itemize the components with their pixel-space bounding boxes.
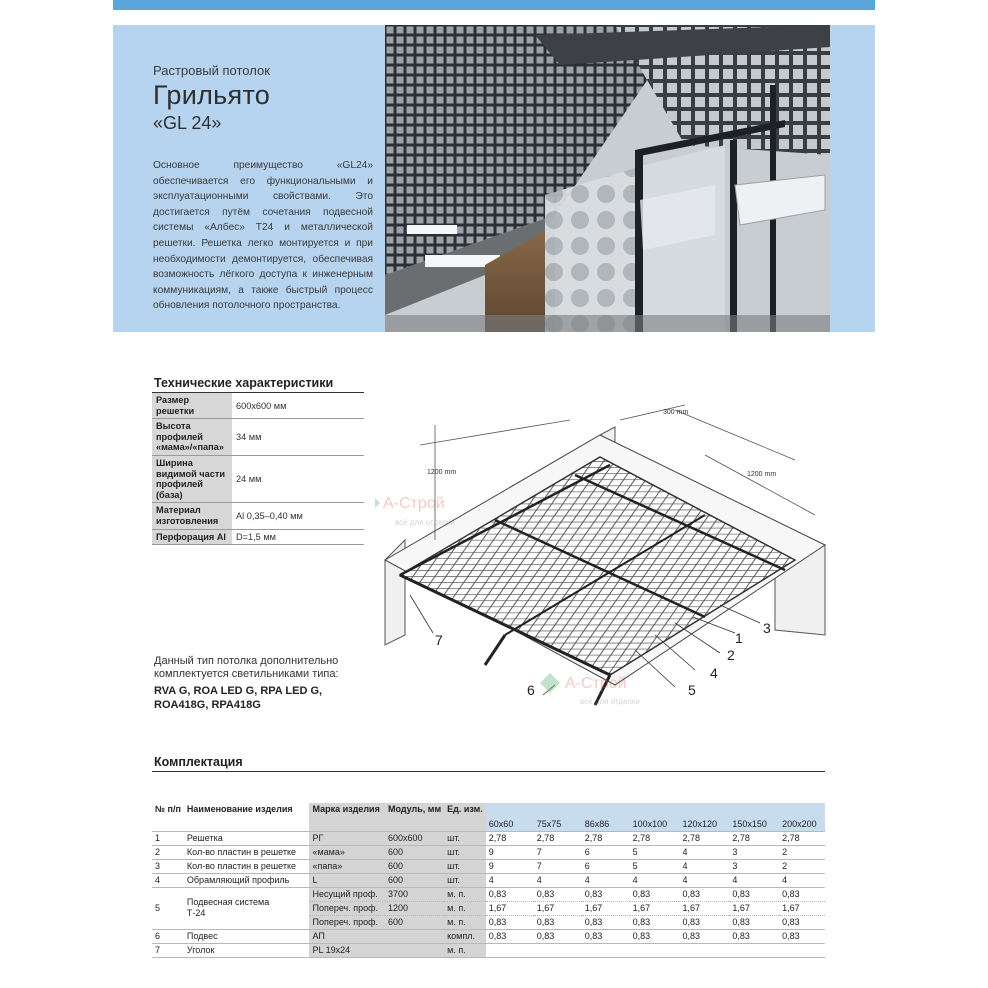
row-name-line: Подвесная система bbox=[186, 897, 270, 907]
row-unit: м. п. bbox=[444, 901, 486, 915]
row-value: 6 bbox=[582, 859, 630, 873]
callout-2: 2 bbox=[727, 647, 735, 663]
row-unit: м. п. bbox=[444, 943, 486, 957]
header-name: Наименование изделия bbox=[186, 804, 293, 814]
row-value: 2,78 bbox=[729, 831, 779, 845]
table-row bbox=[152, 845, 825, 859]
table-row bbox=[152, 831, 825, 845]
row-name bbox=[184, 887, 310, 929]
row-module: 600 bbox=[385, 859, 444, 873]
table-row bbox=[152, 943, 825, 957]
spec-key: Перфорация Al bbox=[152, 529, 232, 545]
ceiling-diagram bbox=[375, 395, 835, 715]
row-value: 0,83 bbox=[534, 915, 582, 929]
header-num: № п/п bbox=[155, 804, 181, 814]
header-row bbox=[152, 803, 825, 817]
row-module: 1200 bbox=[385, 901, 444, 915]
hero-subtitle: Растровый потолок bbox=[153, 63, 270, 78]
row-value: 0,83 bbox=[582, 887, 630, 901]
callout-5: 5 bbox=[688, 682, 696, 698]
row-value: 6 bbox=[582, 845, 630, 859]
spec-value: Al 0,35–0,40 мм bbox=[232, 503, 364, 529]
table-row bbox=[152, 873, 825, 887]
row-value: 1,67 bbox=[779, 901, 825, 915]
hero-description: Основное преимущество «GL24» обеспечивается его функциональными и эксплуатационными свойствами. Это достигается путём сочетания подвесной системы «Албес» Т24 и металлической решетки. Решетка легко монтируется и при необходимости демонтируется, обеспечивая возможность лёгкого доступа к инженерным коммуникациям, а также быстрый процесс обновления потолочного пространства. bbox=[153, 160, 373, 312]
spec-value: 600х600 мм bbox=[232, 393, 364, 419]
spec-value: 24 мм bbox=[232, 455, 364, 502]
row-value: 0,83 bbox=[630, 887, 680, 901]
row-value: 7 bbox=[534, 845, 582, 859]
spec-value: 34 мм bbox=[232, 419, 364, 456]
row-value: 0,83 bbox=[729, 887, 779, 901]
row-name-line: Т-24 bbox=[186, 908, 206, 918]
row-unit: шт. bbox=[444, 873, 486, 887]
row-name: Уголок bbox=[184, 943, 310, 957]
row-mark: «папа» bbox=[309, 859, 385, 873]
table-row bbox=[152, 859, 825, 873]
row-value: 5 bbox=[630, 845, 680, 859]
spec-row bbox=[152, 393, 364, 419]
dim-right: 1200 mm bbox=[747, 471, 777, 478]
row-mark: Несущий проф. bbox=[309, 887, 385, 901]
row-value bbox=[534, 943, 582, 957]
row-unit: компл. bbox=[444, 929, 486, 943]
row-value: 0,83 bbox=[779, 929, 825, 943]
dim-left: 1200 mm bbox=[427, 469, 457, 476]
row-value: 2,78 bbox=[582, 831, 630, 845]
specs-table bbox=[152, 393, 364, 545]
spec-key: Высота профилей «мама»/«папа» bbox=[152, 419, 232, 456]
row-module bbox=[385, 943, 444, 957]
callout-1: 1 bbox=[735, 630, 743, 646]
callout-3: 3 bbox=[763, 620, 771, 636]
row-module: 600х600 bbox=[385, 831, 444, 845]
row-mark: Попереч. проф. bbox=[309, 915, 385, 929]
row-value: 4 bbox=[729, 873, 779, 887]
lamps-models bbox=[154, 684, 384, 712]
watermark-logo bbox=[540, 673, 640, 706]
hero-right-strip bbox=[830, 25, 875, 332]
row-value: 1,67 bbox=[582, 901, 630, 915]
row-value: 0,83 bbox=[486, 915, 534, 929]
row-num: 5 bbox=[152, 887, 184, 929]
row-value: 2,78 bbox=[534, 831, 582, 845]
row-value: 5 bbox=[630, 859, 680, 873]
spec-row bbox=[152, 455, 364, 502]
row-mark: PL 19х24 bbox=[309, 943, 385, 957]
header-sizes-band bbox=[486, 803, 825, 817]
komplekt-title: Комплектация bbox=[154, 755, 243, 769]
spec-row bbox=[152, 419, 364, 456]
komplekt-table bbox=[152, 803, 825, 958]
row-name: Кол-во пластин в решетке bbox=[184, 859, 310, 873]
row-value: 0,83 bbox=[729, 929, 779, 943]
ceiling-photo bbox=[385, 25, 830, 332]
top-stripe bbox=[113, 0, 875, 10]
lamps-models-line: RVA G, ROA LED G, RPA LED G, bbox=[154, 685, 323, 697]
row-value bbox=[779, 943, 825, 957]
row-name: Решетка bbox=[184, 831, 310, 845]
lamps-models-line: ROA418G, RPA418G bbox=[154, 699, 261, 711]
spec-row bbox=[152, 529, 364, 545]
row-value: 9 bbox=[486, 845, 534, 859]
size-cell: 100х100 bbox=[630, 817, 680, 831]
row-mark: АП bbox=[309, 929, 385, 943]
spec-key: Ширина видимой части профилей (база) bbox=[152, 455, 232, 502]
row-module bbox=[385, 929, 444, 943]
row-value: 9 bbox=[486, 859, 534, 873]
watermark-logo bbox=[375, 493, 455, 527]
row-value: 0,83 bbox=[630, 915, 680, 929]
row-num: 3 bbox=[152, 859, 184, 873]
row-value: 1,67 bbox=[486, 901, 534, 915]
svg-text:А-Строй: А-Строй bbox=[565, 675, 627, 692]
row-value bbox=[729, 943, 779, 957]
sizes-row bbox=[152, 817, 825, 831]
hero-heading bbox=[153, 63, 383, 134]
row-value bbox=[679, 943, 729, 957]
row-value bbox=[486, 943, 534, 957]
row-value: 1,67 bbox=[729, 901, 779, 915]
row-value: 2,78 bbox=[779, 831, 825, 845]
dim-top: 300 mm bbox=[663, 409, 689, 416]
svg-text:всё для отделки: всё для отделки bbox=[580, 697, 640, 706]
row-num: 4 bbox=[152, 873, 184, 887]
row-unit: шт. bbox=[444, 845, 486, 859]
row-value bbox=[630, 943, 680, 957]
row-value: 0,83 bbox=[534, 929, 582, 943]
row-value: 2,78 bbox=[679, 831, 729, 845]
spec-row bbox=[152, 503, 364, 529]
size-cell: 200х200 bbox=[779, 817, 825, 831]
row-value: 4 bbox=[679, 845, 729, 859]
row-value: 4 bbox=[534, 873, 582, 887]
row-value: 1,67 bbox=[534, 901, 582, 915]
callout-7: 7 bbox=[435, 632, 443, 648]
row-value bbox=[582, 943, 630, 957]
row-value: 4 bbox=[486, 873, 534, 887]
row-value: 4 bbox=[679, 859, 729, 873]
svg-text:А-Строй: А-Строй bbox=[383, 495, 445, 512]
row-num: 1 bbox=[152, 831, 184, 845]
row-num: 6 bbox=[152, 929, 184, 943]
row-mark: Попереч. проф. bbox=[309, 901, 385, 915]
header-mark: Марка изделия bbox=[309, 803, 385, 817]
table-row bbox=[152, 887, 825, 901]
size-cell: 150х150 bbox=[729, 817, 779, 831]
row-value: 7 bbox=[534, 859, 582, 873]
row-value: 0,83 bbox=[486, 887, 534, 901]
row-value: 2 bbox=[779, 859, 825, 873]
hero-code: «GL 24» bbox=[153, 113, 222, 133]
row-value: 2,78 bbox=[630, 831, 680, 845]
row-unit: м. п. bbox=[444, 887, 486, 901]
row-name: Подвес bbox=[184, 929, 310, 943]
row-module: 600 bbox=[385, 873, 444, 887]
header-module: Модуль, мм bbox=[385, 803, 444, 817]
row-unit: шт. bbox=[444, 831, 486, 845]
row-name: Кол-во пластин в решетке bbox=[184, 845, 310, 859]
row-module: 600 bbox=[385, 915, 444, 929]
table-row bbox=[152, 929, 825, 943]
row-unit: шт. bbox=[444, 859, 486, 873]
row-unit: м. п. bbox=[444, 915, 486, 929]
row-module: 3700 bbox=[385, 887, 444, 901]
row-value: 3 bbox=[729, 845, 779, 859]
svg-text:всё для отделки: всё для отделки bbox=[395, 518, 455, 527]
row-value: 4 bbox=[630, 873, 680, 887]
row-num: 2 bbox=[152, 845, 184, 859]
row-value: 1,67 bbox=[679, 901, 729, 915]
spec-key: Размер решетки bbox=[152, 393, 232, 419]
hero-title: Грильято bbox=[153, 80, 271, 110]
spec-value: D=1,5 мм bbox=[232, 529, 364, 545]
row-value: 0,83 bbox=[582, 929, 630, 943]
row-value: 0,83 bbox=[534, 887, 582, 901]
row-value: 3 bbox=[729, 859, 779, 873]
header-unit: Ед. изм. bbox=[444, 803, 486, 817]
row-mark: «мама» bbox=[309, 845, 385, 859]
row-value: 0,83 bbox=[779, 915, 825, 929]
row-module: 600 bbox=[385, 845, 444, 859]
row-mark: L bbox=[309, 873, 385, 887]
row-value: 0,83 bbox=[630, 929, 680, 943]
lamps-description: Данный тип потолка дополнительно комплектуется светильниками типа: bbox=[154, 655, 339, 680]
row-value: 0,83 bbox=[679, 929, 729, 943]
row-value: 2,78 bbox=[486, 831, 534, 845]
specs-title: Технические характеристики bbox=[154, 376, 334, 390]
row-value: 0,83 bbox=[486, 929, 534, 943]
spec-key: Материал изготовления bbox=[152, 503, 232, 529]
callout-6: 6 bbox=[527, 682, 535, 698]
row-value: 0,83 bbox=[582, 915, 630, 929]
size-cell: 86х86 bbox=[582, 817, 630, 831]
row-value: 1,67 bbox=[630, 901, 680, 915]
row-value: 0,83 bbox=[679, 887, 729, 901]
callout-4: 4 bbox=[710, 665, 718, 681]
row-value: 0,83 bbox=[679, 915, 729, 929]
size-cell: 120х120 bbox=[679, 817, 729, 831]
komplekt-rule bbox=[152, 771, 825, 772]
row-value: 4 bbox=[679, 873, 729, 887]
size-cell: 75х75 bbox=[534, 817, 582, 831]
row-mark: РГ bbox=[309, 831, 385, 845]
row-value: 2 bbox=[779, 845, 825, 859]
row-value: 0,83 bbox=[779, 887, 825, 901]
row-value: 4 bbox=[779, 873, 825, 887]
row-name: Обрамляющий профиль bbox=[184, 873, 310, 887]
row-num: 7 bbox=[152, 943, 184, 957]
row-value: 4 bbox=[582, 873, 630, 887]
row-value: 0,83 bbox=[729, 915, 779, 929]
size-cell: 60х60 bbox=[486, 817, 534, 831]
